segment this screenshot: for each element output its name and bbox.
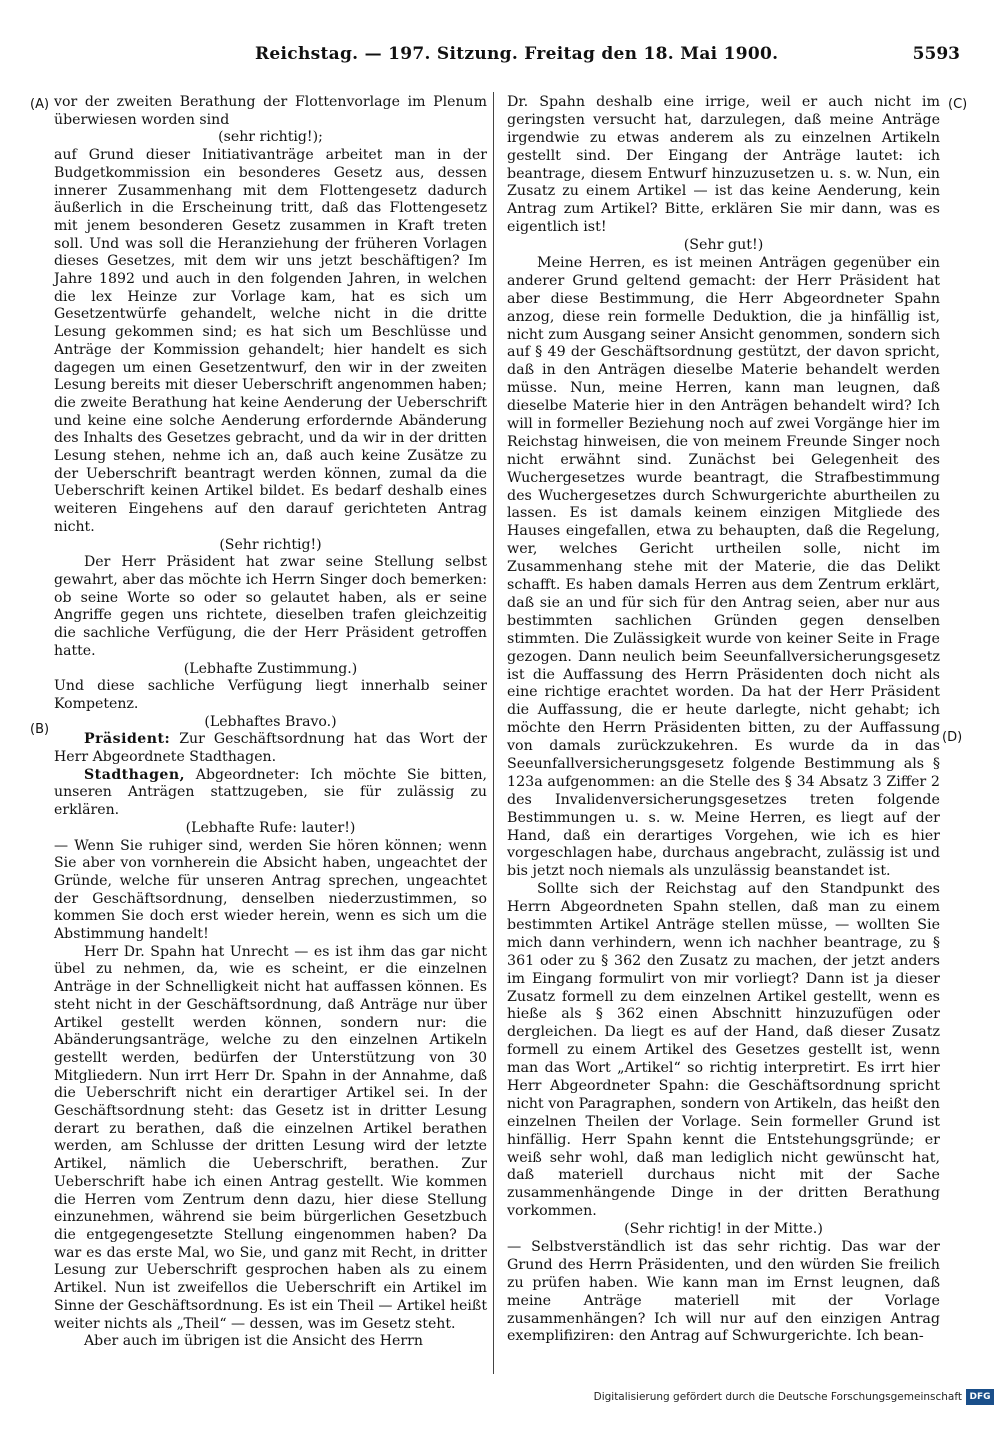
- page-header: [0, 44, 1000, 72]
- interjection: (Sehr richtig!): [219, 536, 322, 553]
- paragraph: auf Grund dieser Initiativanträge arbeitet man in der Budgetkommission ein besonderes Gesetz aus, dessen innerer Zusammenhang mit dem Flottengesetz dadurch äußerlich in die Erscheinung tritt, daß das Flottengesetz mit jenem besonderen Gesetz zusammen in Kraft treten soll. Und was soll die Heranziehung der früheren Vorlagen dieses Gesetzes, mit dem wir uns jetzt beschäftigen? Im Jahre 1892 und auch in den folgenden Jahren, in welchen die lex Heinze zur Vorlage kam, hat es sich um Gesetzentwürfe gehandelt, welche nicht in die dritte Lesung gekommen sind; es hat sich um Beschlüsse und Anträge der Kommission gehandelt; hier handelt es sich dagegen um einen Gesetzentwurf, den wir in der zweiten Lesung bereits mit dieser Ueberschrift angenommen haben; die zweite Berathung hat keine Aenderung der Ueberschrift und keine eine solche Aenderung erfordernde Abänderung des Inhalts des Gesetzes gebracht, und da wir in der dritten Lesung stehen, nehme ich an, daß auch keine Zusätze zu der Ueberschrift beantragt werden können, zumal da die Ueberschrift keinen Artikel bildet. Es bedarf deshalb eines weiteren Eingehens auf den darauf gerichteten Antrag nicht.: [54, 147, 487, 535]
- interjection: (Sehr gut!): [683, 237, 764, 254]
- paragraph: — Selbstverständlich ist das sehr richtig. Das war der Grund des Herrn Präsidenten, und den würden Sie freilich zu prüfen haben. Wie kann man im Ernst leugnen, daß meine Anträge materiell mit der Vorlage zusammenhängen? Ich will nur auf den einzigen Antrag exemplifiziren: den Antrag auf Schwurgerichte. Ich bean-: [507, 1239, 940, 1345]
- paragraph: Der Herr Präsident hat zwar seine Stellung selbst gewahrt, aber das möchte ich Herrn Singer doch bemerken: ob seine Worte so oder so gelautet haben, als er seine Angriffe gegen uns richtete, dieselben trafen gleichzeitig die sachliche Verfügung, die der Herr Präsident getroffen hatte.: [54, 554, 487, 659]
- paragraph: Meine Herren, es ist meinen Anträgen gegenüber ein anderer Grund geltend gemacht: der Herr Präsident hat aber diese Bestimmung, die Herr Abgeordneter Spahn anzog, diese rein formelle Deduktion, die ja hinfällig ist, nicht zum Ausgang seiner Ansicht genommen, sondern sich auf § 49 der Geschäftsordnung gestützt, der davon spricht, daß in den Anträgen dieselbe Materie behandelt werden müsse. Nun, meine Herren, kann man leugnen, daß dieselbe Materie hier in den Anträgen behandelt wird? Ich will in formeller Beziehung noch auf zwei Vorgänge hier im Reichstag hinweisen, die von meinem Freunde Singer noch nicht erwähnt sind. Zunächst bei Gelegenheit des Wuchergesetzes wurde beantragt, die Strafbestimmung des Wuchergesetzes durch Schwurgerichte aburtheilen zu lassen. Es ist damals keinem einzigen Mitgliede des Hauses eingefallen, etwa zu behaupten, daß die Regelung, wer, welches Gericht urtheilen solle, nicht im Zusammenhang stehe mit der Materie, die das Delikt schafft. Es haben damals Herren aus dem Zentrum erklärt, daß sie an und für sich für den Antrag seien, aber nur aus bestimmten sachlichen Gründen gegen denselben stimmten. Die Zulässigkeit wurde von keiner Seite in Frage gezogen. Dann neulich beim Seeunfallversicherungsgesetz ist die Auffassung des Herrn Präsidenten doch nicht als eine richtige erachtet worden. Da hat der Herr Präsident die Auffassung, die er heute darlegte, nicht gehabt; ich möchte den Herrn Präsidenten bitten, zu der Auffassung von damals zurückzukehren. Es wurde da in das Seeunfallversicherungsgesetz folgende Bestimmung als § 123a aufgenommen: an die Stelle des § 34 Absatz 3 Ziffer 2 des Invalidenversicherungsgesetzes treten folgende Bestimmungen u. s. w. Meine Herren, es liegt auf der Hand, daß ein derartiges Vorgehen, wie ich es hier vorgeschlagen habe, durchaus angebracht, zulässig ist und bis jetzt noch niemals als unzulässig beanstandet ist.: [507, 255, 940, 880]
- right-column: [507, 94, 940, 1346]
- paragraph: vor der zweiten Berathung der Flottenvorlage im Plenum überwiesen worden sind: [54, 94, 487, 128]
- paragraph: Sollte sich der Reichstag auf den Standpunkt des Herrn Abgeordneten Spahn stellen, daß man zu einem bestimmten Artikel Anträge stellen müsse, — wollten Sie mich dann verhindern, wenn ich nachher beantrage, zu § 361 oder zu § 362 den Zusatz zu machen, der jetzt anders im Eingang formulirt von mir vorliegt? Dann ist ja dieser Zusatz formell zu dem einzelnen Artikel gestellt, wenn es hieße als § 362 einen Abschnitt hinzuzufügen oder dergleichen. Da liegt es auf der Hand, daß dieser Zusatz formell zu einem Artikel des Gesetzes gestellt ist, wenn man das Wort „Artikel“ so richtig interpretirt. Es irrt hier Herr Abgeordneter Spahn: die Geschäftsordnung spricht nicht von Paragraphen, sondern von Artikeln, das heißt den einzelnen Theilen der Vorlage. Sein formeller Grund ist hinfällig. Herr Spahn kennt die Entstehungsgründe; er weiß sehr wohl, daß man lediglich nicht gewünscht hat, daß materiell durchaus nicht mit der Sache zusammenhängende Dinge in der dritten Berathung vorkommen.: [507, 881, 940, 1220]
- interjection: (Lebhafte Rufe: lauter!): [185, 819, 356, 836]
- dfg-logo: DFG: [966, 1389, 994, 1405]
- speech-text: Zur Geschäftsordnung hat das Wort der Herr Abgeordnete Stadthagen.: [54, 731, 488, 766]
- page-number: 5593: [912, 44, 960, 64]
- left-column: [54, 94, 487, 1351]
- interjection: (Lebhaftes Bravo.): [204, 713, 337, 730]
- speech-paragraph: [54, 767, 487, 820]
- speech-text: Abgeordneter: Ich möchte Sie bitten, unseren Anträgen stattzugeben, sie für zulässig zu erklären.: [54, 766, 487, 819]
- margin-marker-c: (C): [948, 97, 968, 112]
- funding-note: Digitalisierung gefördert durch die Deutsche Forschungsgemeinschaft: [593, 1391, 962, 1403]
- interjection: (Lebhafte Zustimmung.): [183, 660, 358, 677]
- paragraph: Dr. Spahn deshalb eine irrige, weil er auch nicht im geringsten versucht hat, darzulegen, daß meine Anträge irgendwie zu etwas anderem als zu einzelnen Artikeln gestellt sind. Der Eingang der Anträge lautet: ich beantrage, diesem Entwurf hinzuzusetzen u. s. w. Nun, ein Zusatz zu einem Artikel — ist das keine Aenderung, kein Antrag zum Artikel? Bitte, erklären Sie mir dann, was es eigentlich ist!: [507, 94, 940, 236]
- speaker-name: Stadthagen,: [84, 766, 186, 783]
- page-footer: [0, 1389, 1000, 1417]
- margin-marker-d: (D): [942, 730, 963, 745]
- paragraph: Herr Dr. Spahn hat Unrecht — es ist ihm das gar nicht übel zu nehmen, da, wie es scheint, er die einzelnen Anträge in der Schnelligkeit nicht hat auffassen können. Es steht nicht in der Geschäftsordnung, daß Anträge nur über Artikel gestellt werden können, sondern nur: die Abänderungsanträge, welche zu den einzelnen Artikeln gestellt werden, bedürfen der Unterstützung von 30 Mitgliedern. Nun irrt Herr Dr. Spahn in der Annahme, daß die Ueberschrift nicht ein derartiger Artikel sei. In der Geschäftsordnung steht: das Gesetz ist in dritter Lesung derart zu berathen, daß die einzelnen Artikel berathen werden, am Schlusse der dritten Lesung wird der letzte Artikel, nämlich die Ueberschrift, berathen. Zur Ueberschrift habe ich einen Antrag gestellt. Wie kommen die Herren vom Zentrum denn dazu, hier diese Stellung einzunehmen, während sie beim bürgerlichen Gesetzbuch die entgegengesetzte Stellung eingenommen haben? Da war es das erste Mal, wo Sie, und ganz mit Recht, in dritter Lesung zur Ueberschrift gesprochen haben als zu einem Artikel. Nun ist zweifellos die Ueberschrift ein Artikel im Sinne der Geschäftsordnung. Es ist ein Theil — Artikel heißt weiter nichts als „Theil“ — dessen, was im Gesetz steht.: [54, 943, 487, 1332]
- paragraph: Und diese sachliche Verfügung liegt innerhalb seiner Kompetenz.: [54, 678, 487, 712]
- paragraph: — Wenn Sie ruhiger sind, werden Sie hören können; wenn Sie aber von vornherein die Absicht haben, ungeachtet der Gründe, welche für unseren Antrag sprechen, ungeachtet der Geschäftsordnung, denselben niederzustimmen, so kommen Sie doch erst wieder herein, wenn es sich um die Abstimmung handelt!: [54, 837, 487, 943]
- interjection: (sehr richtig!);: [218, 129, 323, 146]
- margin-marker-a: (A): [30, 97, 50, 112]
- speaker-name: Präsident:: [84, 731, 171, 748]
- column-divider: [493, 92, 494, 1374]
- speech-paragraph: [54, 731, 487, 766]
- interjection: (Sehr richtig! in der Mitte.): [624, 1221, 823, 1238]
- running-title: Reichstag. — 197. Sitzung. Freitag den 18. Mai 1900.: [255, 44, 779, 64]
- margin-marker-b: (B): [30, 722, 50, 737]
- paragraph: Aber auch im übrigen ist die Ansicht des Herrn: [84, 1333, 423, 1350]
